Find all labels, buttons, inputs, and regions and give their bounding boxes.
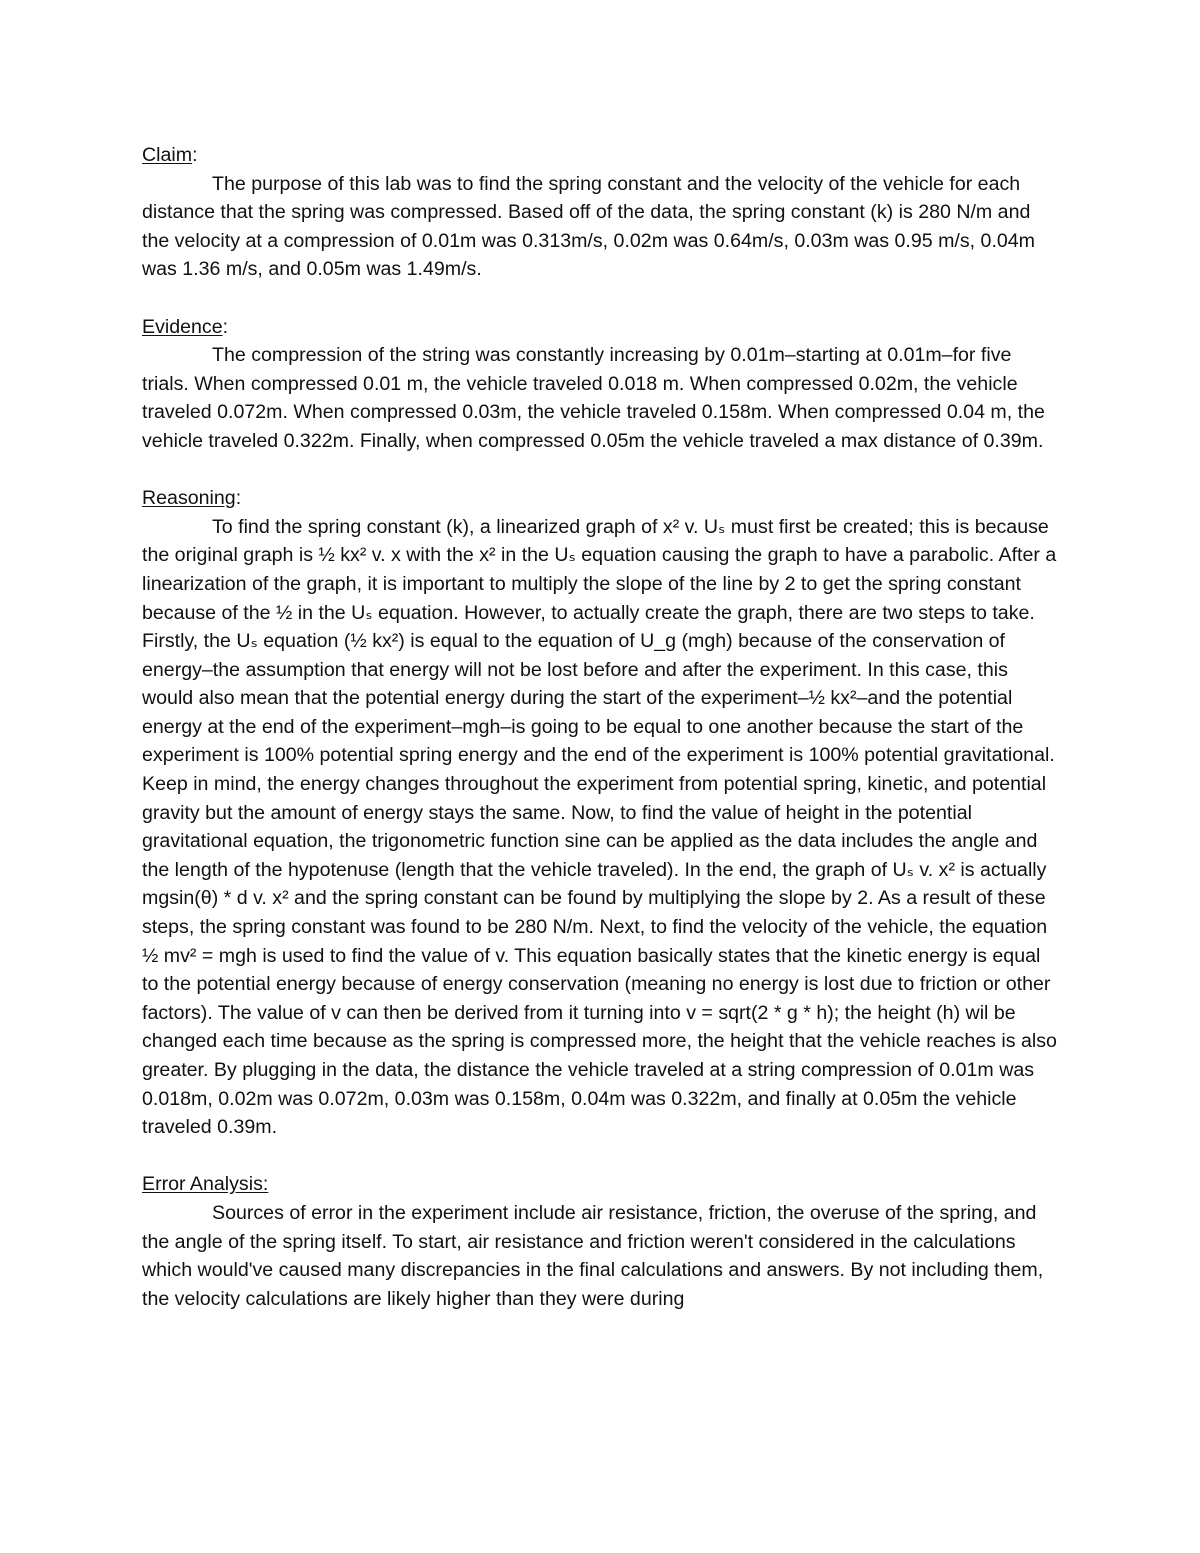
evidence-heading-colon: : — [222, 315, 229, 338]
claim-section — [142, 141, 1062, 284]
evidence-paragraph: The compression of the string was constantly increasing by 0.01m–starting at 0.01m–for five trials. When compressed 0.01 m, the vehicle traveled 0.018 m. When compressed 0.02m, the vehicle traveled 0.072m. When compressed 0.03m, the vehicle traveled 0.158m. When compressed 0.04 m, the vehicle traveled 0.322m. Finally, when compressed 0.05m the vehicle traveled a max distance of 0.39m. — [142, 344, 1045, 452]
error-analysis-heading: Error Analysis: — [142, 1173, 269, 1196]
evidence-section — [142, 313, 1062, 456]
error-analysis-paragraph: Sources of error in the experiment include air resistance, friction, the overuse of the spring, and the angle of the spring itself. To start, air resistance and friction weren't considered in the calculations which would've caused many discrepancies in the final calculations and answers. By not including them, the velocity calculations are likely higher than they were during — [142, 1201, 1044, 1310]
document-page — [142, 141, 1062, 1342]
reasoning-heading-colon: : — [235, 487, 242, 510]
reasoning-section — [142, 484, 1062, 1142]
claim-heading: Claim — [142, 144, 193, 166]
reasoning-paragraph: To find the spring constant (k), a linearized graph of x² v. Uₛ must first be created; this is because the original graph is ½ kx² v. x with the x² in the Uₛ equation causing the graph to have a parabolic. After a linearization of the graph, it is important to multiply the slope of the line by 2 to get the spring constant because of the ½ in the Uₛ equation. However, to actually create the graph, there are two steps to take. Firstly, the Uₛ equation (½ kx²) is equal to the equation of U_g (mgh) because of the conservation of energy–the assumption that energy will not be lost before and after the experiment. In this case, this would also mean that the potential energy during the start of the experiment–½ kx²–and the potential energy at the end of the experiment–mgh–is going to be equal to one another because the start of the experiment is 100% potential spring energy and the end of the experiment is 100% potential gravitational. Keep in mind, the energy changes throughout the experiment from potential spring, kinetic, and potential gravity but the amount of energy stays the same. Now, to find the value of height in the potential gravitational equation, the trigonometric function sine can be applied as the data includes the angle and the length of the hypotenuse (length that the vehicle traveled). In the end, the graph of Uₛ v. x² is actually mgsin(θ) * d v. x² and the spring constant can be found by multiplying the slope by 2. As a result of these steps, the spring constant was found to be 280 N/m. Next, to find the velocity of the vehicle, the equation ½ mv² = mgh is used to find the value of v. This equation basically states that the kinetic energy is equal to the potential energy because of energy conservation (meaning no energy is lost due to friction or other factors). The value of v can then be derived from it turning into v = sqrt(2 * g * h); the height (h) wil be changed each time because as the spring is compressed more, the height that the vehicle reaches is also greater. By plugging in the data, the distance the vehicle traveled at a string compression of 0.01m was 0.018m, 0.02m was 0.072m, 0.03m was 0.158m, 0.04m was 0.322m, and finally at 0.05m the vehicle traveled 0.39m. — [142, 515, 1057, 1139]
claim-heading-colon: : — [192, 144, 198, 166]
evidence-heading: Evidence — [142, 315, 223, 338]
error-analysis-section — [142, 1170, 1062, 1313]
reasoning-heading: Reasoning — [142, 487, 236, 510]
claim-paragraph: The purpose of this lab was to find the spring constant and the velocity of the vehicle for each distance that the spring was compressed. Based off of the data, the spring constant (k) is 280 N/m and the velocity at a compression of 0.01m was 0.313m/s, 0.02m was 0.64m/s, 0.03m was 0.95 m/s, 0.04m was 1.36 m/s, and 0.05m was 1.49m/s. — [142, 172, 1036, 281]
